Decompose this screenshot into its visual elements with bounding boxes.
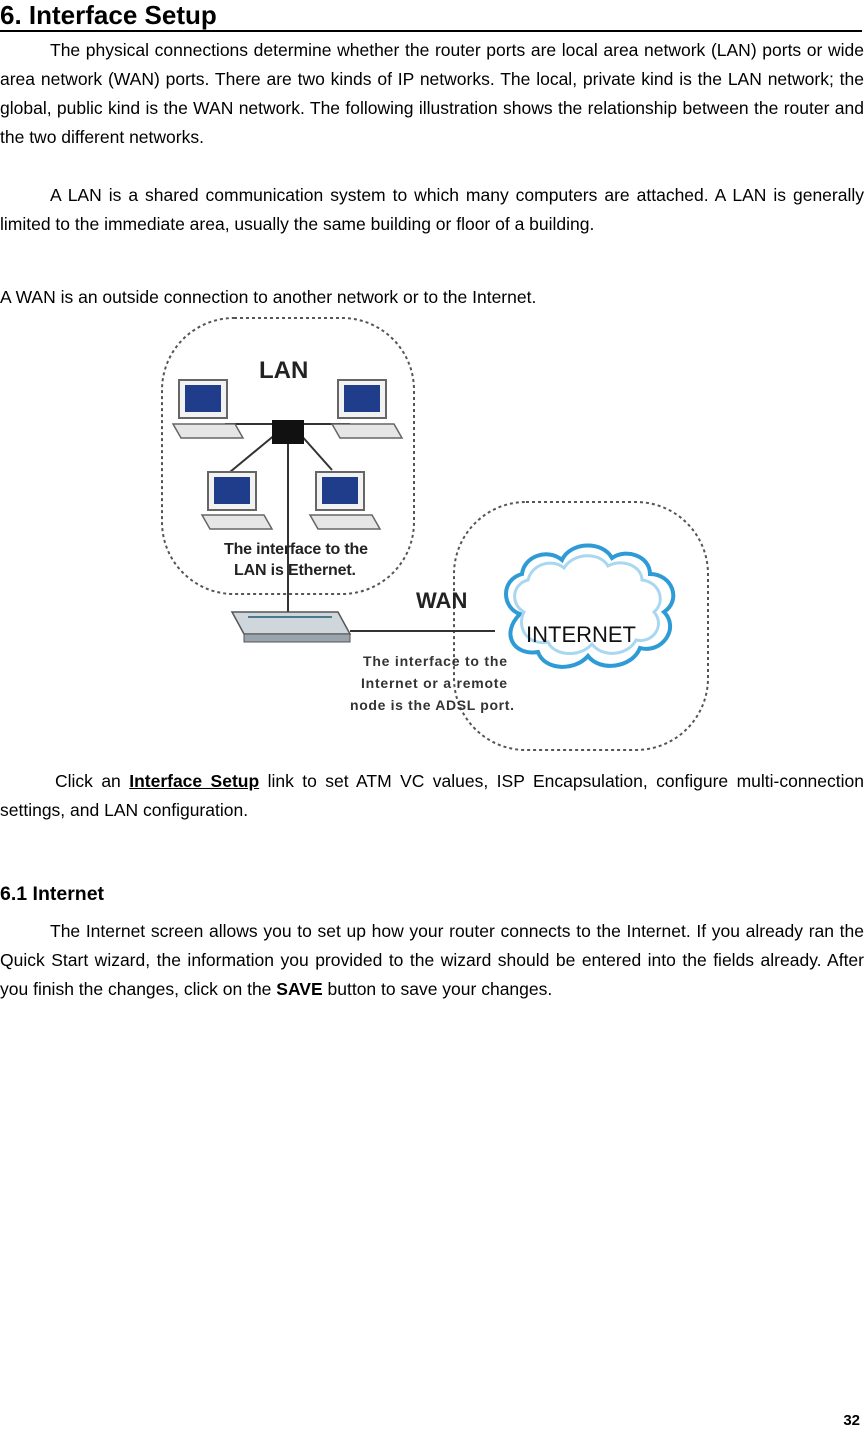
- section-title: 6. Interface Setup: [0, 0, 862, 32]
- paragraph-click-interface-setup: [0, 767, 864, 825]
- paragraph-physical-connections: The physical connections determine whether the router ports are local area network (LAN) ports or wide area network (WAN) ports. There are two kinds of IP networks. The local, private kind is the LAN network; the global, public kind is the WAN network. The following illustration shows the relationship between the router and the two different networks.: [0, 40, 864, 147]
- router: [232, 612, 350, 642]
- computer-bottom-left: [202, 472, 272, 529]
- interface-setup-link[interactable]: Interface Setup: [129, 771, 260, 791]
- lan-note-line2: LAN is Ethernet.: [234, 562, 356, 579]
- click-suffix: link to set ATM VC values, ISP Encapsulation, configure multi-connection settings, and LAN configuration.: [0, 771, 864, 820]
- click-prefix: Click an: [55, 771, 130, 791]
- computer-bottom-right: [310, 472, 380, 529]
- paragraph-lan-definition: A LAN is a shared communication system to which many computers are attached. A LAN is generally limited to the immediate area, usually the same building or floor of a building.: [0, 185, 864, 234]
- hub: [272, 420, 304, 444]
- lan-label: LAN: [259, 357, 309, 384]
- internet-cloud: [506, 545, 673, 666]
- wan-label: WAN: [416, 588, 468, 613]
- lan-wan-diagram: [150, 312, 720, 757]
- lan-note-line1: The interface to the: [224, 541, 368, 558]
- wan-note-line1: The interface to the: [363, 653, 507, 669]
- paragraph-wan-definition: A WAN is an outside connection to another network or to the Internet.: [0, 287, 537, 307]
- computer-top-left: [173, 380, 243, 438]
- page-number: 32: [843, 1412, 860, 1429]
- computer-top-right: [332, 380, 402, 438]
- internet-label: INTERNET: [526, 622, 636, 647]
- internet-text-after: button to save your changes.: [322, 979, 553, 999]
- paragraph-internet-screen: [0, 917, 864, 1004]
- wan-note-line2: Internet or a remote: [361, 675, 507, 691]
- wan-note-line3: node is the ADSL port.: [350, 697, 514, 713]
- internet-text-before: The Internet screen allows you to set up how your router connects to the Internet. If you already ran the Quick Start wizard, the information you provided to the wizard should be entered into the fields already. After you finish the changes, click on the: [0, 921, 864, 999]
- subsection-heading-internet: 6.1 Internet: [0, 883, 105, 905]
- save-keyword: SAVE: [276, 979, 323, 999]
